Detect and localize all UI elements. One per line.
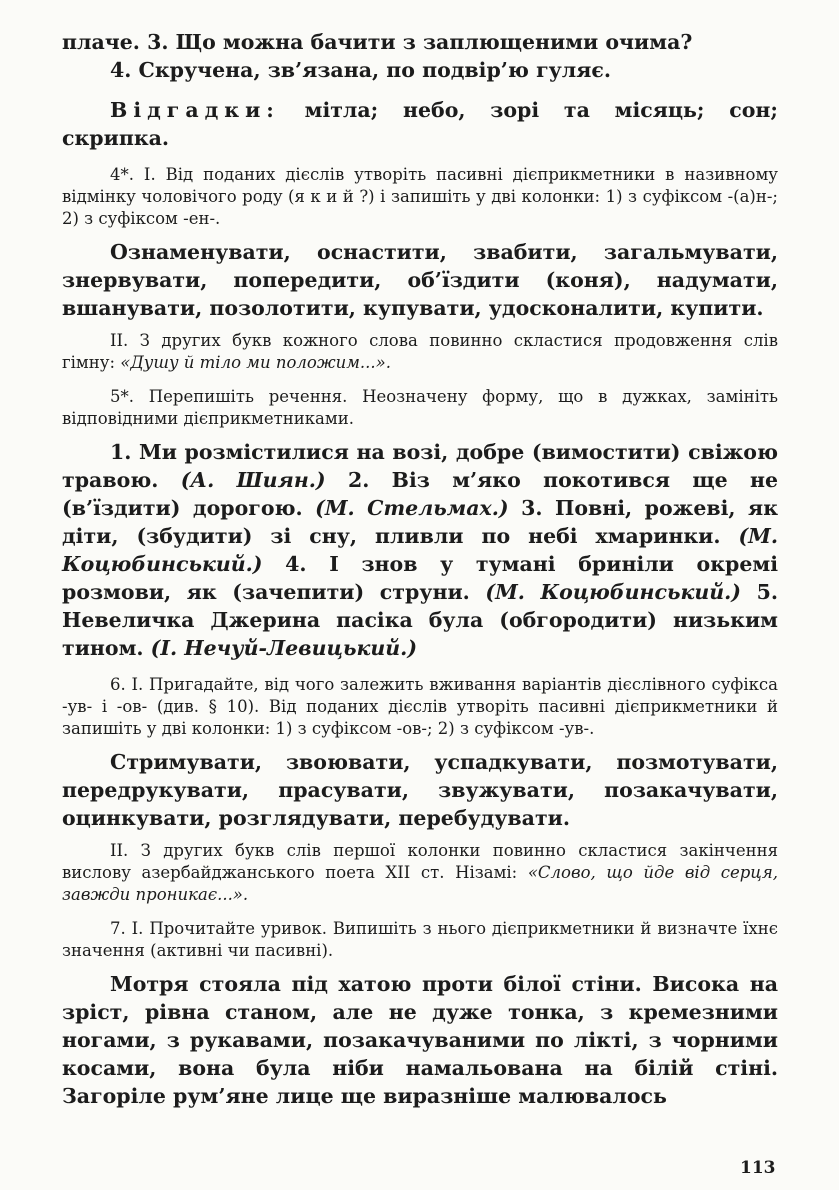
sentence-4: 4. І знов у тумані бриніли окремі розмови, як (зачепити) струни. — [62, 552, 778, 604]
exercise-7-task: 7. І. Прочитайте уривок. Випишіть з нього дієприкметники й визначте їхнє значення (активні чи пасивні). — [62, 919, 778, 960]
author-2: (М. Стельмах.) — [315, 496, 509, 520]
exercise-6-part2-text: ІІ. З других букв слів першої колонки повинно скластися закінчення вислову азербайджанського поета ХІІ ст. Нізамі: — [62, 841, 778, 882]
answers-text: мітла; небо, зорі та місяць; сон; скрипка. — [62, 98, 778, 150]
exercise-6-words: Стримувати, звоювати, успадкувати, позмотувати, передрукувати, прасувати, звужувати, позакачувати, оцинкувати, розглядувати, перебудувати. — [62, 750, 778, 830]
exercise-5-task: 5*. Перепишіть речення. Неозначену форму, що в дужках, замініть відповідними дієприкметниками. — [62, 387, 778, 428]
exercise-4-words: Ознаменувати, оснастити, звабити, загальмувати, знервувати, попередити, об’їздити (коня), надумати, вшанувати, позолотити, купувати, удосконалити, купити. — [62, 240, 778, 320]
page-body — [62, 28, 778, 1110]
line-1: плаче. 3. Що можна бачити з заплющеними очима? — [62, 30, 693, 54]
line-2: 4. Скручена, зв’язана, по подвір’ю гуляє. — [110, 58, 611, 82]
exercise-7-text: Мотря стояла під хатою проти білої стіни. Висока на зріст, рівна станом, але не дуже тонка, з кремезними ногами, з рукавами, позакачуваними по лікті, з чорними косами, вона була ніби намальована на білій стіні. Загоріле рум’яне лице ще виразніше малювалось — [62, 972, 778, 1108]
page-number: 113 — [740, 1158, 776, 1178]
sentence-5: 5. Невеличка Джерина пасіка була (обгородити) низьким тином. — [62, 580, 778, 660]
answers-label: Відгадки: — [110, 98, 280, 122]
exercise-4-part2-quote: «Душу й тіло ми положим...». — [120, 353, 391, 372]
exercise-4-part2-text: ІІ. З других букв кожного слова повинно скластися продовження слів гімну: — [62, 331, 778, 372]
author-5: (І. Нечуй-Левицький.) — [150, 636, 418, 660]
answers — [62, 96, 778, 152]
exercise-6-part2 — [62, 840, 778, 906]
author-1: (А. Шиян.) — [180, 468, 326, 492]
exercise-6-task: 6. І. Пригадайте, від чого залежить вживання варіантів дієслівного суфікса -ув- і -ов- (див. § 10). Від поданих дієслів утворіть пасивні дієприкметники й запишіть у дві колонки: 1) з суфіксом -ов-; 2) з суфіксом -ув-. — [62, 675, 778, 738]
sentence-1: 1. Ми розмістилися на возі, добре (вимостити) свіжою травою. — [62, 440, 778, 492]
exercise-4-task: 4*. І. Від поданих дієслів утворіть пасивні дієприкметники в називному відмінку чоловічого роду (я к и й ?) і запишіть у дві колонки: 1) з суфіксом -(а)н-; 2) з суфіксом -ен-. — [62, 165, 778, 228]
sentence-2: 2. Віз м’яко покотився ще не (в’їздити) дорогою. — [62, 468, 778, 520]
exercise-5-sentences — [62, 438, 778, 662]
author-4: (М. Коцюбинський.) — [485, 580, 741, 604]
sentence-3: 3. Повні, рожеві, як діти, (збудити) зі сну, пливли по небі хмаринки. — [62, 496, 779, 548]
exercise-4-part2 — [62, 330, 778, 374]
exercise-6-part2-quote: «Слово, що йде від серця, завжди проникає...». — [62, 863, 778, 904]
author-3: (М. Коцюбинський.) — [62, 524, 778, 576]
